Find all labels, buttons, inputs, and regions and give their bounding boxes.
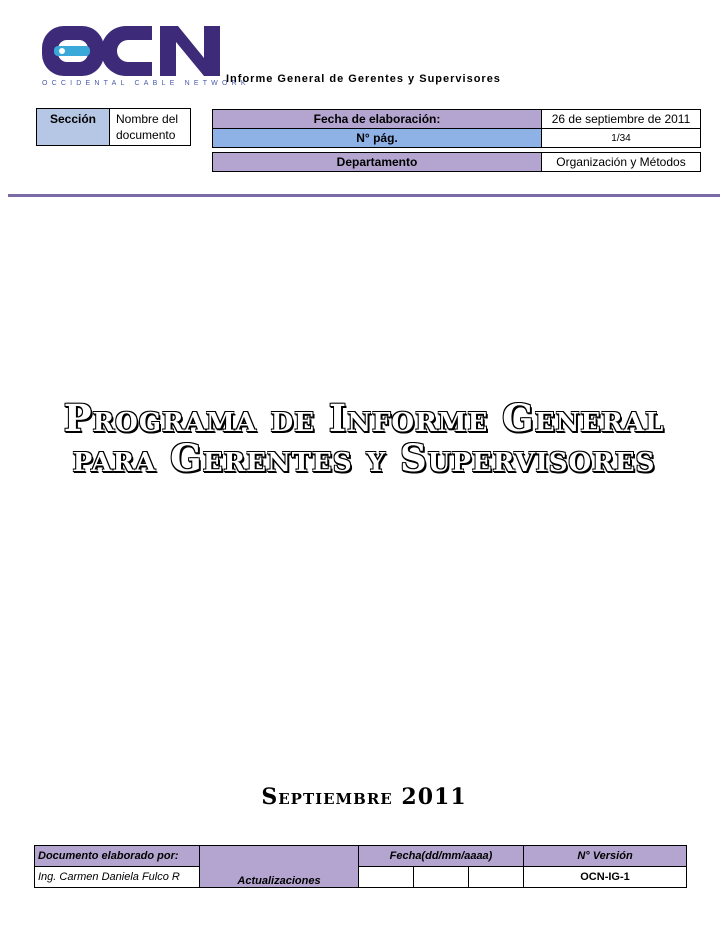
fecha-col-label: Fecha(dd/mm/aaaa) [359,846,524,867]
fecha-month-cell [414,867,469,888]
version-value: OCN-IG-1 [524,867,687,888]
main-title [0,398,728,478]
section-table [36,108,191,146]
header-divider [8,194,720,197]
fecha-value: 26 de septiembre de 2011 [542,110,701,129]
pag-value: 1/34 [542,129,701,148]
pag-label: N° pág. [213,129,542,148]
version-label: N° Versión [524,846,687,867]
report-title: Informe General de Gerentes y Supervisores [226,73,501,85]
fecha-year-cell [469,867,524,888]
elaborado-label: Documento elaborado por: [35,846,200,867]
depto-value: Organización y Métodos [542,153,701,172]
section-label: Sección [37,109,110,146]
section-value: Nombre del documento [110,109,191,146]
elaborado-value: Ing. Carmen Daniela Fulco R [35,867,200,888]
depto-label: Departamento [213,153,542,172]
date-title: Septiembre 2011 [261,784,467,810]
footer-table [34,845,687,888]
main-title-line2: para Gerentes y Supervisores [72,436,656,480]
meta-table [212,109,701,172]
main-title-line1: Programa de Informe General [63,396,665,440]
fecha-label: Fecha de elaboración: [213,110,542,129]
ocn-logo [40,24,230,88]
actualizaciones-label: Actualizaciones [200,846,359,888]
logo-tagline: OCCIDENTAL CABLE NETWORK [42,80,250,87]
fecha-day-cell [359,867,414,888]
